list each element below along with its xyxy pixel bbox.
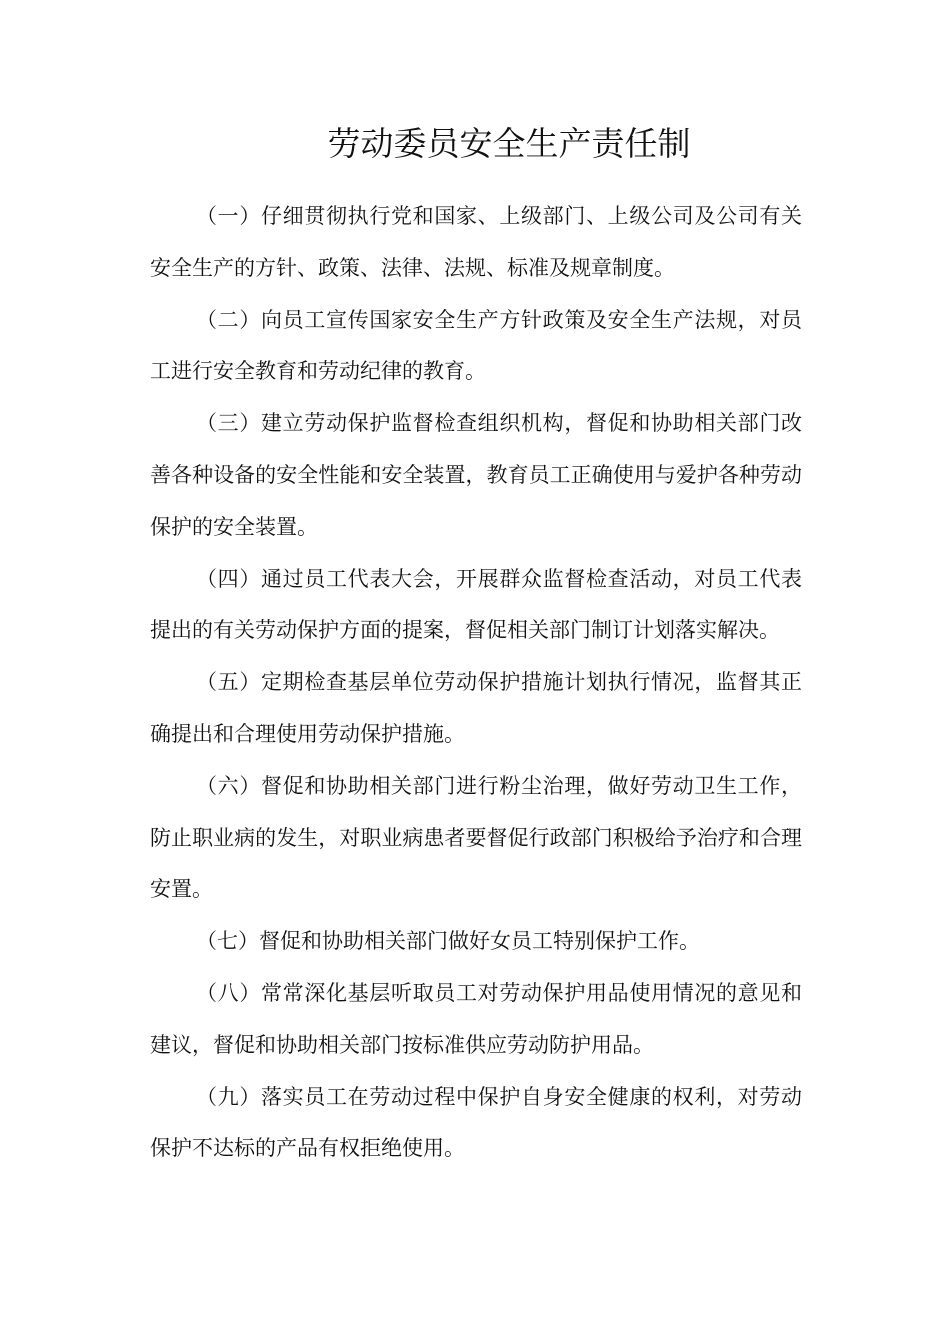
paragraph-6: （六）督促和协助相关部门进行粉尘治理，做好劳动卫生工作，防止职业病的发生，对职业病患者要督促行政部门积极给予治疗和合理安置。	[150, 773, 802, 902]
paragraph-5: （五）定期检查基层单位劳动保护措施计划执行情况，监督其正确提出和合理使用劳动保护措施。	[150, 670, 802, 746]
paragraph-8: （八）常常深化基层听取员工对劳动保护用品使用情况的意见和建议，督促和协助相关部门按标准供应劳动防护用品。	[150, 980, 802, 1057]
paragraph-7: （七）督促和协助相关部门做好女员工特别保护工作。	[196, 929, 700, 954]
paragraph-2: （二）向员工宣传国家安全生产方针政策及安全生产法规，对员工进行安全教育和劳动纪律的教育。	[150, 307, 802, 384]
document-title: 劳动委员安全生产责任制	[327, 124, 691, 163]
paragraph-3: （三）建立劳动保护监督检查组织机构，督促和协助相关部门改善各种设备的安全性能和安全装置，教育员工正确使用与爱护各种劳动保护的安全装置。	[150, 411, 802, 539]
paragraph-4: （四）通过员工代表大会，开展群众监督检查活动，对员工代表提出的有关劳动保护方面的提案，督促相关部门制订计划落实解决。	[150, 566, 802, 643]
paragraph-9: （九）落实员工在劳动过程中保护自身安全健康的权利，对劳动保护不达标的产品有权拒绝使用。	[150, 1084, 802, 1161]
document-body	[150, 191, 802, 1175]
paragraph-1: （一）仔细贯彻执行党和国家、上级部门、上级公司及公司有关安全生产的方针、政策、法律、法规、标准及规章制度。	[150, 204, 802, 280]
